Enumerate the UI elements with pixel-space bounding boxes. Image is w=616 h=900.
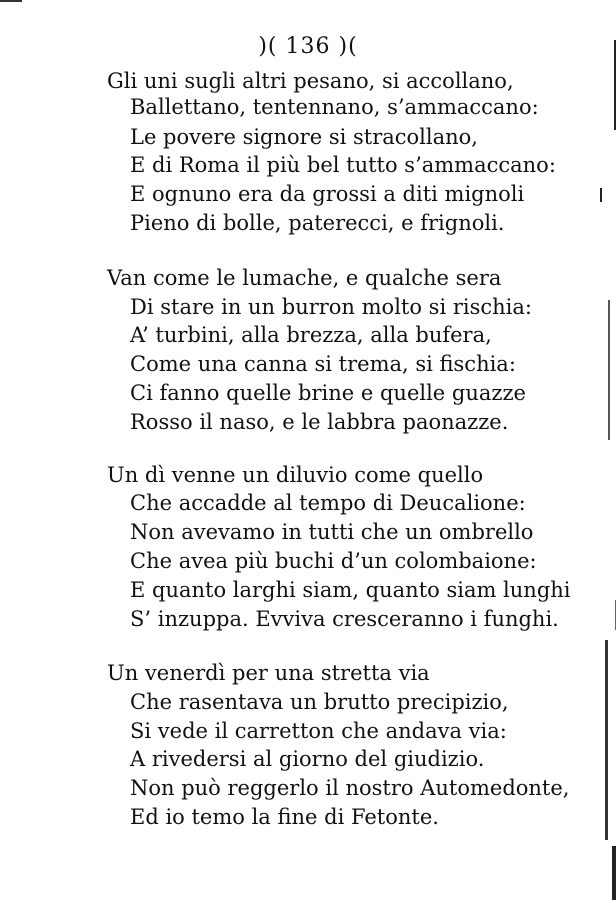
scan-edge-mark [0,0,22,2]
verse-line: Gli uni sugli altri pesano, si accollano, [107,69,514,93]
verse-line: S’ inzuppa. Evviva cresceranno i funghi. [130,607,559,631]
scan-edge-mark [608,300,610,440]
scan-edge-mark [600,188,602,202]
verse-line: Di stare in un burron molto si rischia: [130,295,532,319]
verse-line: Non può reggerlo il nostro Automedonte, [130,776,570,800]
verse-line: Si vede il carretton che andava via: [130,719,507,743]
verse-line: E di Roma il più bel tutto s’ammaccano: [130,153,556,177]
verse-line: A’ turbini, alla brezza, alla bufera, [130,323,492,347]
verse-line: Che avea più buchi d’un colombaione: [130,549,537,573]
page-number: )( 136 )( [258,34,358,59]
verse-line: Ed io temo la fine di Fetonte. [130,805,439,829]
verse-line: Le povere signore si stracollano, [130,125,478,149]
verse-line: Un venerdì per una stretta via [107,661,430,685]
scan-edge-mark [612,846,616,900]
verse-line: E ognuno era da grossi a diti mignoli [130,182,525,206]
verse-line: Ci fanno quelle brine e quelle guazze [130,381,526,405]
verse-line: E quanto larghi siam, quanto siam lunghi [130,578,571,602]
verse-line: Che rasentava un brutto precipizio, [130,690,509,714]
scan-edge-mark [605,640,608,840]
verse-line: Rosso il naso, e le labbra paonazze. [130,410,509,434]
verse-line: Che accadde al tempo di Deucalione: [130,491,526,515]
verse-line: Van come le lumache, e qualche sera [107,266,502,290]
verse-line: Un dì venne un diluvio come quello [107,463,484,487]
verse-line: A rivedersi al giorno del giudizio. [130,747,485,771]
verse-line: Non avevamo in tutti che un ombrello [130,520,534,544]
verse-line: Pieno di bolle, paterecci, e frignoli. [130,211,505,235]
verse-line: Come una canna si trema, si fischia: [130,352,516,376]
verse-line: Ballettano, tentennano, s’ammaccano: [130,95,539,119]
